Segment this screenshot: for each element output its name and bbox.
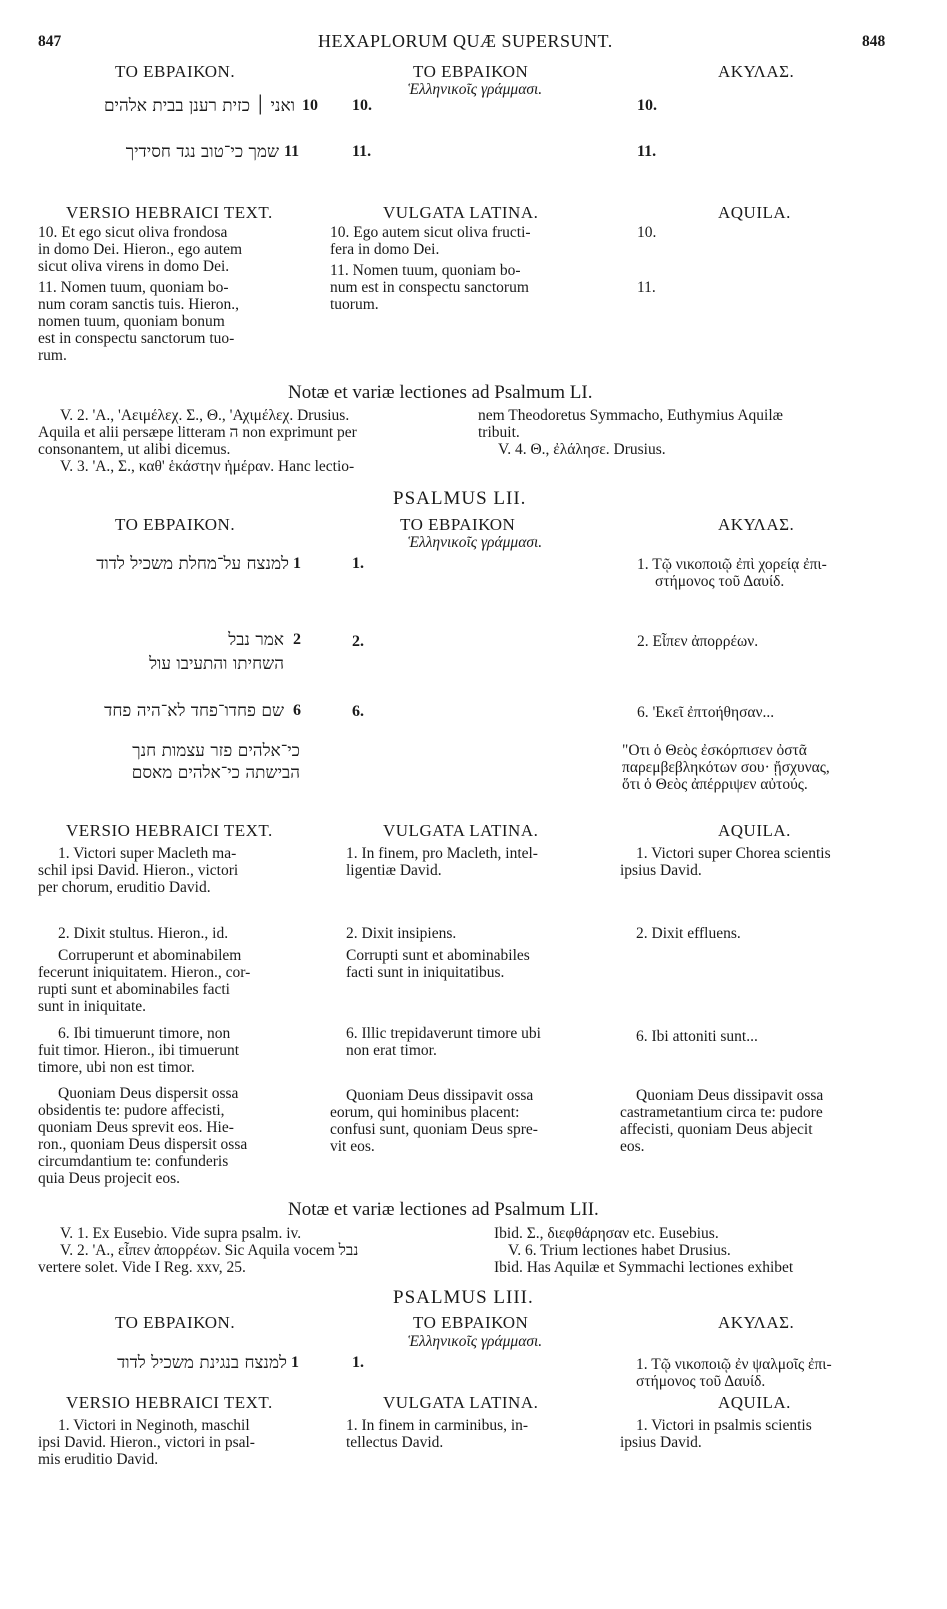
aquila-text: 1. Victori super Chorea scientis ipsius David. (620, 845, 831, 879)
version-head: VERSIO HEBRAICI TEXT. (66, 203, 273, 222)
verse-number: 11. (637, 143, 657, 160)
hebrew-line: הבישתה כי־אלהים מאסם (131, 763, 300, 783)
col-head-hebrew: ΤΟ ΕΒΡΑΙΚΟΝ. (115, 515, 236, 534)
hebrew-version-text: Quoniam Deus dispersit ossa obsidentis te: pudore affecisti, quoniam Deus sprevit eos. Hie- ron., quoniam Deus dispersit ossa circumdantium te: confunderis quia Deus projecit eos. (38, 1085, 248, 1187)
col-subhead: Ἑλληνικοῖς γράμμασι. (408, 81, 543, 98)
verse-number: 10 (302, 97, 318, 114)
psalm-title: PSALMUS LIII. (393, 1287, 534, 1308)
hebrew-line: למנצח בנגינת משכיל לדוד (117, 1353, 287, 1373)
notes-title: Notæ et variæ lectiones ad Psalmum LI. (288, 382, 593, 403)
verse-number: 11 (284, 143, 300, 160)
verse-number: 1. (352, 555, 364, 572)
page-number-left: 847 (38, 33, 62, 50)
page-number-right: 848 (862, 33, 886, 50)
version-head: VULGATA LATINA. (383, 1393, 539, 1412)
verse-number: 2. (352, 633, 364, 650)
verse-number: 1. (352, 1354, 364, 1371)
hebrew-version-text: 2. Dixit stultus. Hieron., id. Corruperunt et abominabilem fecerunt iniquitatem. Hieron., cor- rupti sunt et abominabiles facti sunt in iniquitate. (38, 925, 251, 1015)
psalm-title: PSALMUS LII. (393, 488, 527, 509)
verse-number: 1 (291, 1354, 299, 1371)
hebrew-line: אמר נבל (228, 630, 284, 650)
verse-number: 6 (293, 702, 301, 719)
hebrew-line: שמך כי־טוב נגד חסידיך (125, 142, 279, 162)
vulgate-text: 10. Ego autem sicut oliva fructi- fera in domo Dei. 11. Nomen tuum, quoniam bo- num est in conspectu sanctorum tuorum. (330, 224, 531, 313)
aquila-greek: 1. Τῷ νικοποιῷ ἐπὶ χορείᾳ ἐπι- στήμονος τοῦ Δαυίδ. (637, 556, 827, 590)
verse-number: 2 (293, 631, 301, 648)
hebrew-line: ואני ׀ כזית רענן בבית אלהים (103, 96, 295, 116)
notes-title: Notæ et variæ lectiones ad Psalmum LII. (288, 1199, 599, 1220)
verse-number: 10. (352, 97, 372, 114)
col-head-greek-letters: ΤΟ ΕΒΡΑΙΚΟΝ (400, 515, 516, 534)
vulgate-text: 6. Illic trepidaverunt timore ubi non erat timor. (346, 1025, 541, 1059)
vulgate-text: 1. In finem, pro Macleth, intel- ligentiæ David. (346, 845, 538, 879)
aquila-greek: 6. 'Εκεῖ ἐπτοήθησαν... (637, 704, 775, 721)
version-head: AQUILA. (718, 821, 791, 840)
hebrew-version-text: 10. Et ego sicut oliva frondosa in domo Dei. Hieron., ego autem sicut oliva virens in domo Dei. 11. Nomen tuum, quoniam bo- num coram sanctis tuis. Hieron., nomen tuum, quoniam bonum est in conspectu sanctorum tuo- rum. (38, 224, 243, 364)
col-head-greek-letters: ΤΟ ΕΒΡΑΙΚΟΝ (413, 1313, 529, 1332)
version-head: VERSIO HEBRAICI TEXT. (66, 1393, 273, 1412)
vulgate-text: 1. In finem in carminibus, in- tellectus David. (346, 1417, 529, 1451)
hebrew-line: שם פחדו־פחד לא־היה פחד (104, 701, 284, 721)
col-subhead: Ἑλληνικοῖς γράμμασι. (408, 1333, 543, 1350)
col-subhead: Ἑλληνικοῖς γράμμασι. (408, 534, 543, 551)
hebrew-line: כי־אלהים פזר עצמות חנך (132, 741, 300, 761)
hebrew-line: השחיתו והתעיבו עול (149, 654, 284, 674)
running-title: HEXAPLORUM QUÆ SUPERSUNT. (318, 31, 613, 51)
notes-right: nem Theodoretus Symmacho, Euthymius Aquilæ tribuit. V. 4. Θ., ἐλάλησε. Drusius. (478, 407, 783, 458)
col-head-aquila: ΑΚΥΛΑΣ. (718, 1313, 795, 1332)
vulgate-text: Quoniam Deus dissipavit ossa eorum, qui hominibus placent: confusi sunt, quoniam Deus spre- vit eos. (330, 1087, 538, 1155)
col-head-hebrew: ΤΟ ΕΒΡΑΙΚΟΝ. (115, 1313, 236, 1332)
aquila-text: Quoniam Deus dissipavit ossa castrametantium circa te: pudore affecisti, quoniam Deus abjecit eos. (620, 1087, 824, 1155)
verse-number: 10. (637, 97, 657, 114)
aquila-text: 6. Ibi attoniti sunt... (636, 1028, 758, 1045)
version-head: VERSIO HEBRAICI TEXT. (66, 821, 273, 840)
col-head-aquila: ΑΚΥΛΑΣ. (718, 515, 795, 534)
notes-left: V. 2. 'Α., 'Αειμέλεχ. Σ., Θ., 'Αχιμέλεχ. Drusius. Aquila et alii persæpe litteram ה non exprimunt per consonantem, ut alibi dicemus. V. 3. 'Α., Σ., καθ' ἑκάστην ἡμέραν. Hanc lectio- (38, 407, 357, 475)
hebrew-version-text: 1. Victori super Macleth ma- schil ipsi David. Hieron., victori per chorum, eruditio David. (38, 845, 239, 896)
aquila-greek: "Οτι ὁ Θεὸς ἐσκόρπισεν ὀστᾶ παρεμβεβληκότων σου· ᾔσχυνας, ὅτι ὁ Θεὸς ἀπέρριψεν αὐτούς. (622, 742, 830, 793)
hebrew-line: למנצח על־מחלת משכיל לדוד (96, 554, 289, 574)
verse-number: 6. (352, 703, 364, 720)
aquila-greek: 2. Εἶπεν ἀπορρέων. (637, 633, 759, 650)
col-head-greek-letters: ΤΟ ΕΒΡΑΙΚΟΝ (413, 62, 529, 81)
aquila-text: 2. Dixit effluens. (636, 925, 741, 942)
version-head: VULGATA LATINA. (383, 821, 539, 840)
col-head-aquila: ΑΚΥΛΑΣ. (718, 62, 795, 81)
vulgate-text: 2. Dixit insipiens. Corrupti sunt et abominabiles facti sunt in iniquitatibus. (346, 925, 530, 981)
verse-number: 1 (293, 555, 301, 572)
col-head-hebrew: ΤΟ ΕΒΡΑΙΚΟΝ. (115, 62, 236, 81)
notes-right: Ibid. Σ., διεφθάρησαν etc. Eusebius. V. 6. Trium lectiones habet Drusius. Ibid. Has Aquilæ et Symmachi lectiones exhibet (494, 1225, 794, 1276)
version-head: AQUILA. (718, 203, 791, 222)
version-head: AQUILA. (718, 1393, 791, 1412)
notes-left: V. 1. Ex Eusebio. Vide supra psalm. iv. V. 2. 'Α., εἶπεν ἀπορρέων. Sic Aquila vocem נבל vertere solet. Vide I Reg. xxv, 25. (38, 1225, 359, 1276)
verse-number: 11. (352, 143, 372, 160)
aquila-greek: 1. Τῷ νικοποιῷ ἐν ψαλμοῖς ἐπι- στήμονος τοῦ Δαυίδ. (636, 1356, 832, 1390)
aquila-text: 10. 11. (637, 224, 657, 296)
hebrew-version-text: 1. Victori in Neginoth, maschil ipsi David. Hieron., victori in psal- mis eruditio David. (38, 1417, 255, 1468)
hebrew-version-text: 6. Ibi timuerunt timore, non fuit timor. Hieron., ibi timuerunt timore, ubi non est timor. (38, 1025, 240, 1076)
aquila-text: 1. Victori in psalmis scientis ipsius David. (620, 1417, 812, 1451)
version-head: VULGATA LATINA. (383, 203, 539, 222)
